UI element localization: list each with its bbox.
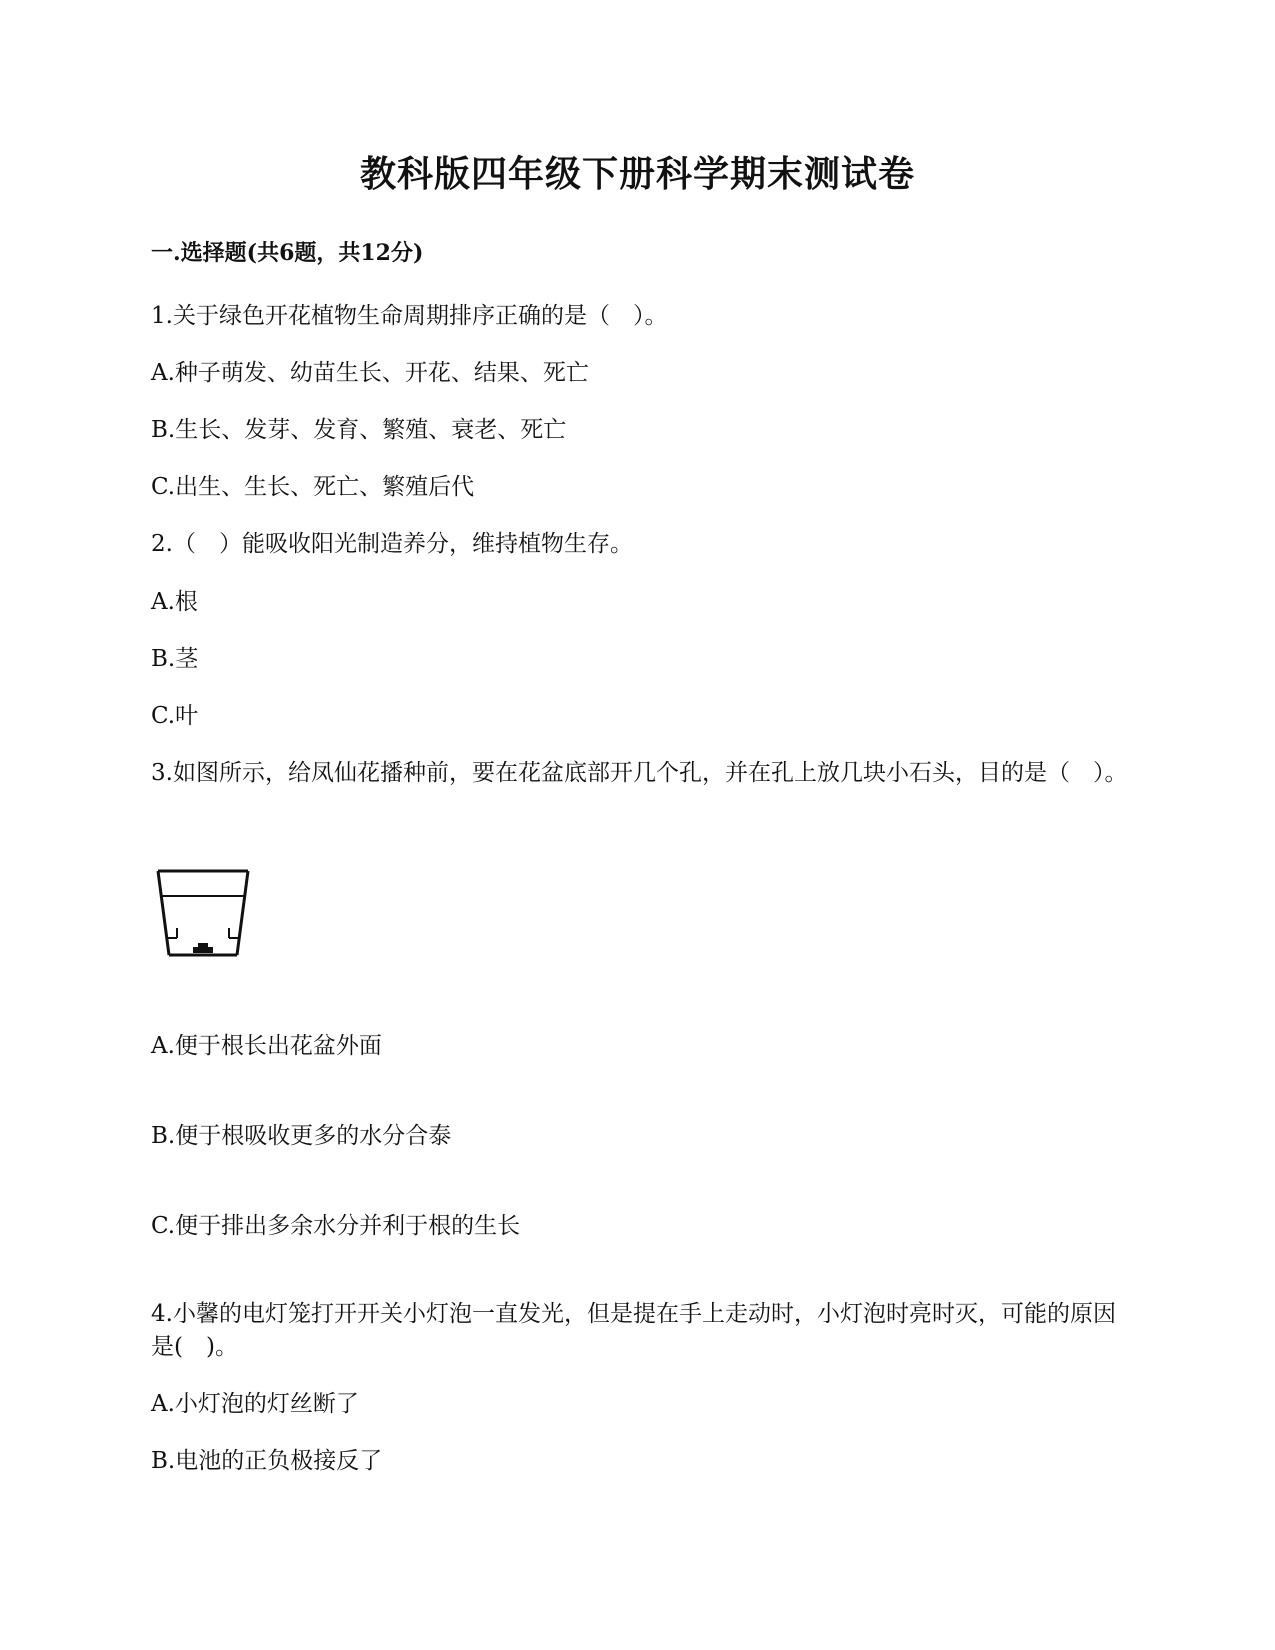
section-heading: 一.选择题(共6题，共12分): [151, 240, 424, 266]
question-4-stem: 4.小馨的电灯笼打开开关小灯泡一直发光，但是提在手上走动时，小灯泡时亮时灭，可能的原因是( )。: [151, 1301, 1116, 1360]
question-3-option-a: A.便于根长出花盆外面: [151, 1033, 382, 1059]
question-2-option-c: C.叶: [151, 703, 199, 729]
page-title: 教科版四年级下册科学期末测试卷: [359, 153, 915, 195]
question-1-option-b: B.生长、发芽、发育、繁殖、衰老、死亡: [151, 417, 567, 443]
question-3-option-c: C.便于排出多余水分并利于根的生长: [151, 1213, 521, 1239]
question-4-option-b: B.电池的正负极接反了: [151, 1448, 383, 1474]
question-1-option-a: A.种子萌发、幼苗生长、开花、结果、死亡: [151, 360, 589, 386]
question-1-stem: 1.关于绿色开花植物生命周期排序正确的是（ ）。: [151, 303, 668, 329]
question-2-stem: 2.（ ）能吸收阳光制造养分，维持植物生存。: [151, 531, 633, 557]
question-3-option-b: B.便于根吸收更多的水分合泰: [151, 1123, 452, 1149]
question-2-option-b: B.茎: [151, 646, 199, 672]
question-3-stem: 3.如图所示，给凤仙花播种前，要在花盆底部开几个孔，并在孔上放几块小石头，目的是（ ）。: [151, 760, 1128, 786]
question-1-option-c: C.出生、生长、死亡、繁殖后代: [151, 474, 475, 500]
flower-pot-figure: [155, 868, 251, 958]
question-2-option-a: A.根: [151, 589, 198, 615]
question-4-option-a: A.小灯泡的灯丝断了: [151, 1391, 359, 1417]
